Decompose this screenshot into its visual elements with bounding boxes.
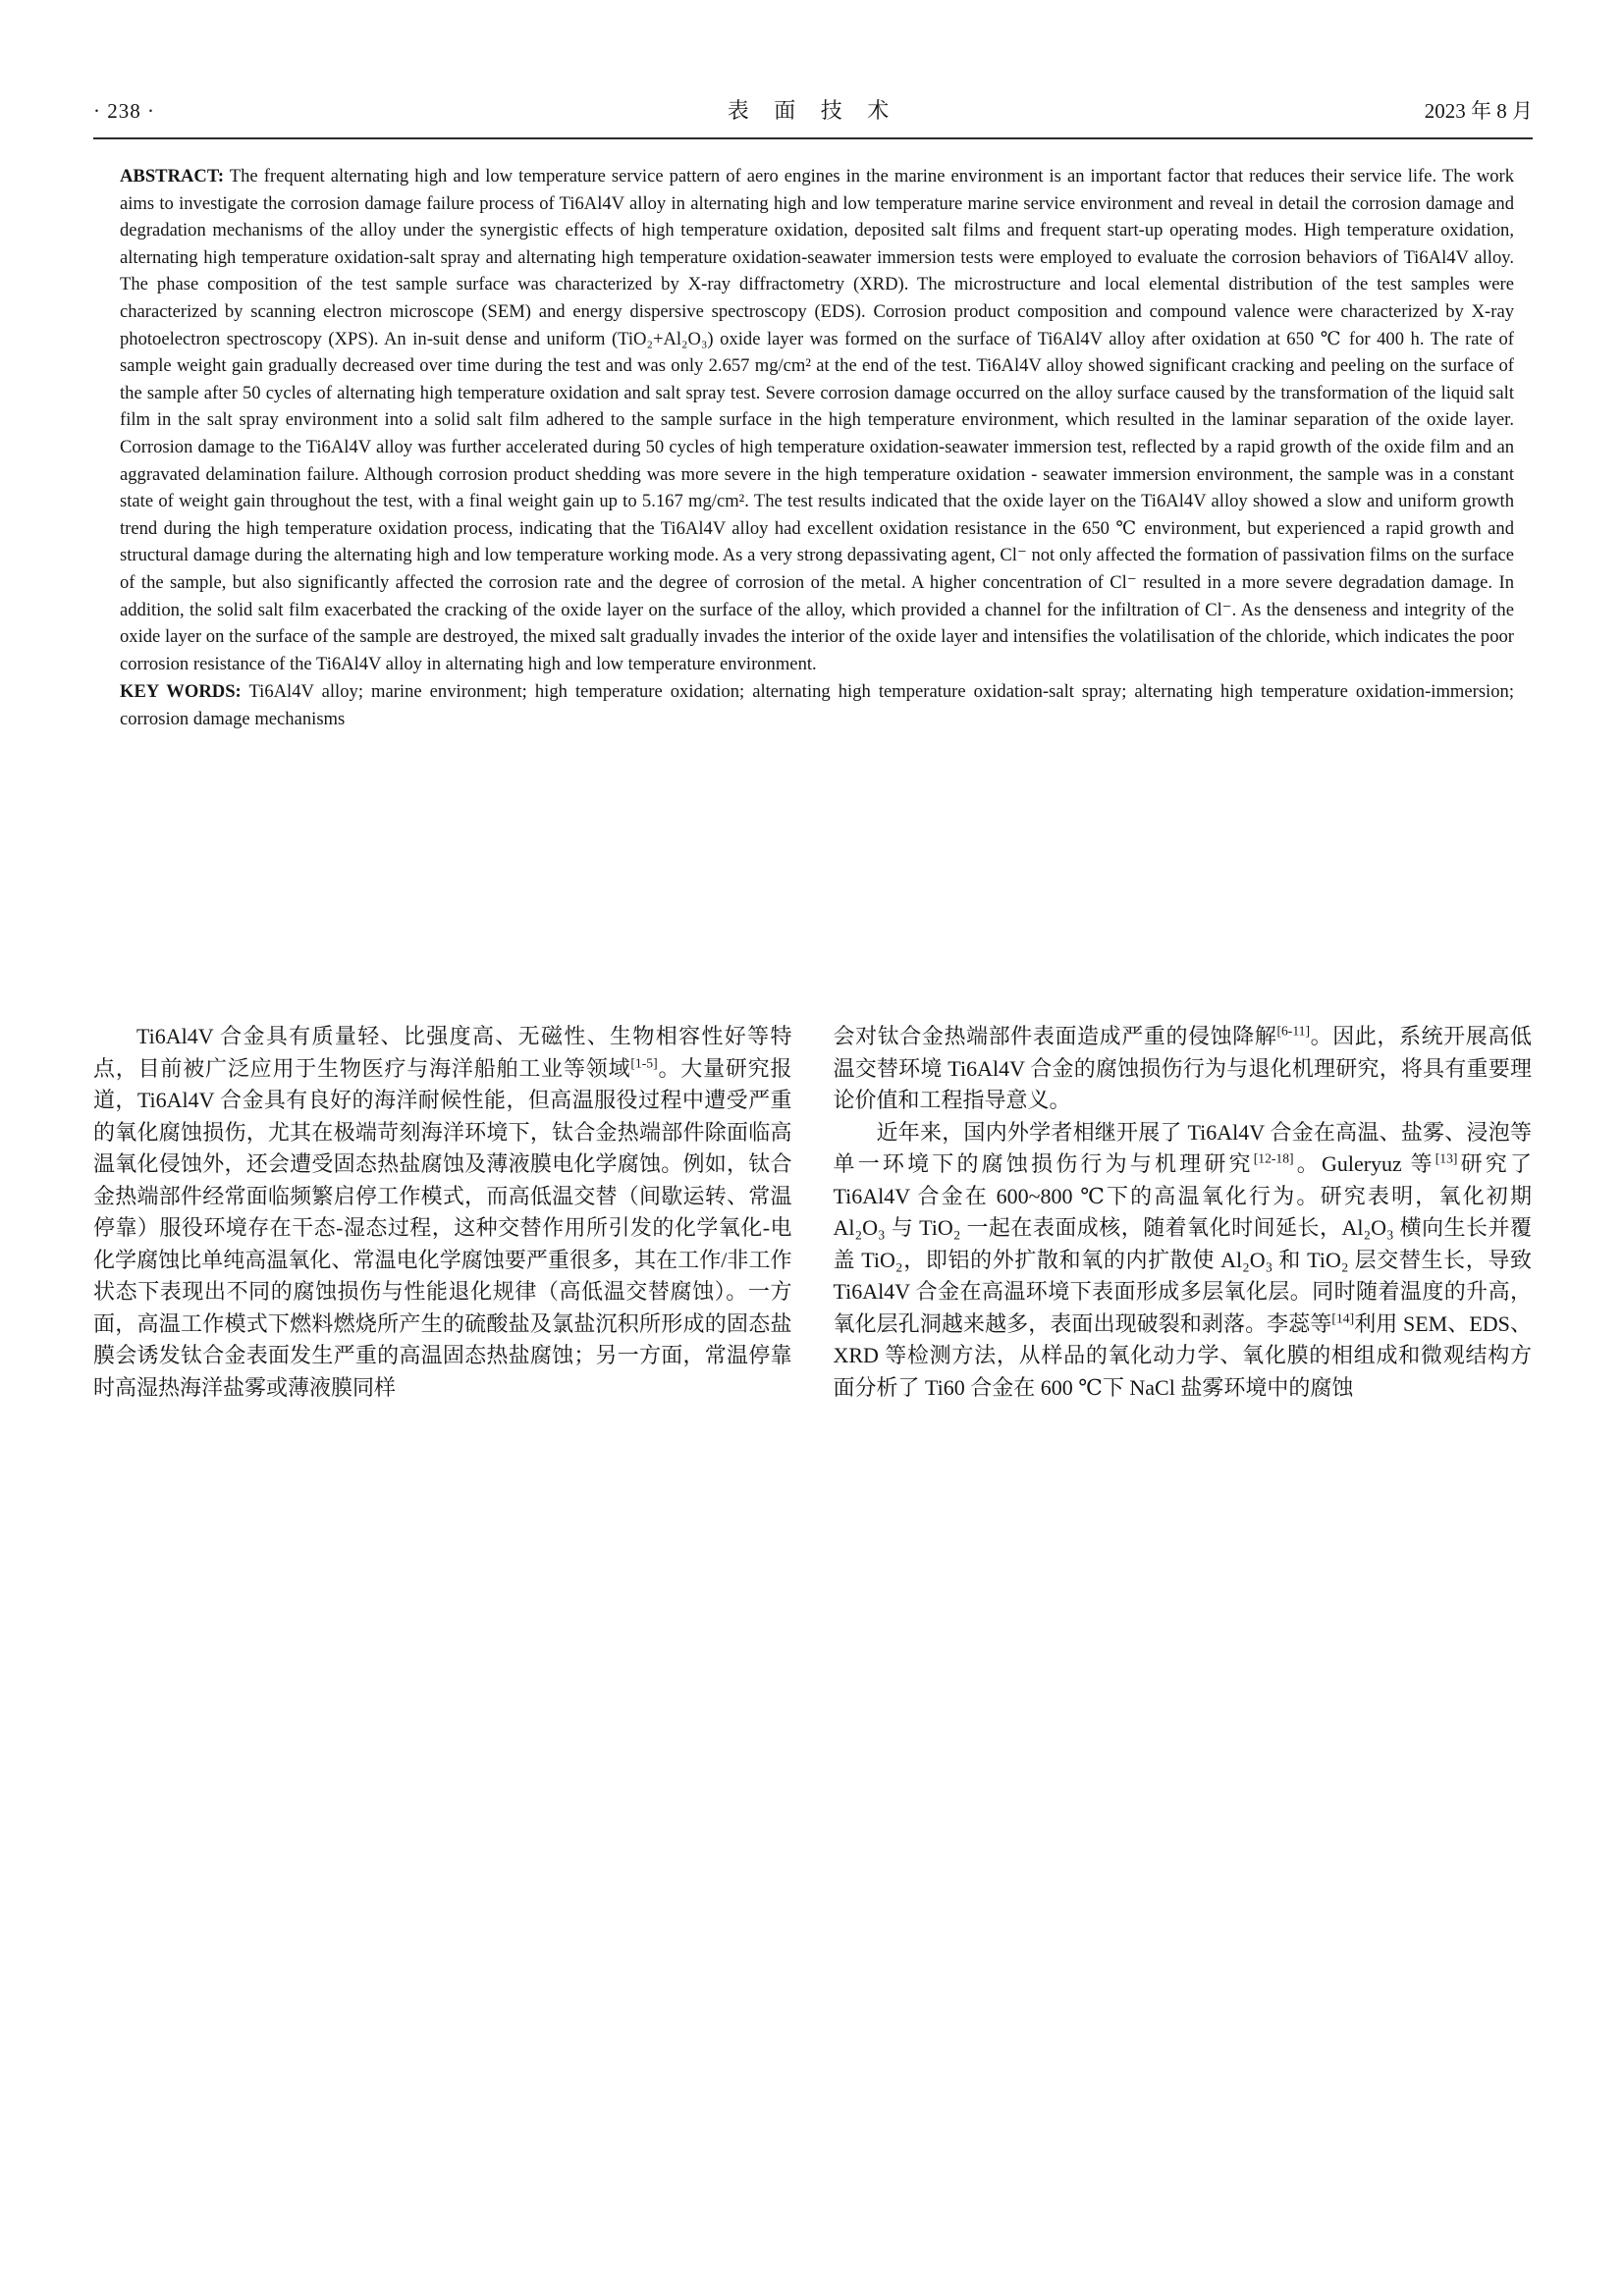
abstract-text: The frequent alternating high and low temperature service pattern of aero engines in the marine environment is an important factor that reduces their service life. The work aims to investigate the corrosion damage failure process of Ti6Al4V alloy in alternating high and low temperature marine service environment and reveal in detail the corrosion damage and degradation mechanisms of the alloy under the synergistic effects of high temperature oxidation, deposited salt films and frequent start-up operating modes. High temperature oxidation, alternating high temperature oxidation-salt spray and alternating high temperature oxidation-seawater immersion tests were employed to evaluate the corrosion behaviors of Ti6Al4V alloy. The phase composition of the test sample surface was characterized by X-ray diffractometry (XRD). The microstructure and local elemental distribution of the test samples were characterized by scanning electron microscope (SEM) and energy dispersive spectroscopy (EDS). Corrosion product composition and compound valence were characterized by X-ray photoelectron spectroscopy (XPS). An in-suit dense and uniform (TiO₂+Al₂O₃) oxide layer was formed on the surface of Ti6Al4V alloy after oxidation at 650 ℃ for 400 h. The rate of sample weight gain gradually decreased over time during the test and was only 2.657 mg/cm² at the end of the test. Ti6Al4V alloy showed significant cracking and peeling on the surface of the sample after 50 cycles of alternating high temperature oxidation and salt spray test. Severe corrosion damage occurred on the alloy surface caused by the transformation of the liquid salt film in the salt spray environment into a solid salt film adhered to the sample surface in the high temperature environment, which resulted in the laminar separation of the oxide layer. Corrosion damage to the Ti6Al4V alloy was further accelerated during 50 cycles of high temperature oxidation-seawater immersion test, reflected by a rapid growth of the oxide film and an aggravated delamination failure. Although corrosion product shedding was more severe in the high temperature oxidation - seawater immersion environment, the sample was in a constant state of weight gain throughout the test, with a final weight gain up to 5.167 mg/cm². The test results indicated that the oxide layer on the Ti6Al4V alloy showed a slow and uniform growth trend during the high temperature oxidation process, indicating that the Ti6Al4V alloy had excellent oxidation resistance in the 650 ℃ environment, but experienced a rapid growth and structural damage during the alternating high and low temperature working mode. As a very strong depassivating agent, Cl⁻ not only affected the formation of passivation films on the surface of the sample, but also significantly affected the corrosion rate and the degree of corrosion of the metal. A higher concentration of Cl⁻ resulted in a more severe degradation damage. In addition, the solid salt film exacerbated the cracking of the oxide layer on the surface of the alloy, which provided a channel for the infiltration of Cl⁻. As the denseness and integrity of the oxide layer on the surface of the sample are destroyed, the mixed salt gradually invades the interior of the oxide layer and intensifies the volatilisation of the chloride, which indicates the poor corrosion resistance of the Ti6Al4V alloy in alternating high and low temperature environment. [120, 166, 1515, 674]
left-column [93, 1021, 792, 1404]
body-paragraph-related-work: 近年来，国内外学者相继开展了 Ti6Al4V 合金在高温、盐雾、浸泡等单一环境下的腐蚀损伤行为与机理研究[12-18]。Guleryuz 等[13]研究了 Ti6Al4V 合金在 600~800 ℃下的高温氧化行为。研究表明，氧化初期 Al₂O₃ 与 TiO₂ 一起在表面成核，随着氧化时间延长，Al₂O₃ 横向生长并覆盖 TiO₂，即铝的外扩散和氧的内扩散使 Al₂O₃ 和 TiO₂ 层交替生长，导致 Ti6Al4V 合金在高温环境下表面形成多层氧化层。同时随着温度的升高，氧化层孔洞越来越多，表面出现破裂和剥落。李蕊等[14]利用 SEM、EDS、XRD 等检测方法，从样品的氧化动力学、氧化膜的相组成和微观结构方面分析了 Ti60 合金在 600 ℃下 NaCl 盐雾环境中的腐蚀 [833, 1119, 1532, 1400]
journal-title: 表 面 技 术 [727, 98, 899, 123]
body-paragraph-intro: Ti6Al4V 合金具有质量轻、比强度高、无磁性、生物相容性好等特点，目前被广泛应用于生物医疗与海洋船舶工业等领域[1-5]。大量研究报道，Ti6Al4V 合金具有良好的海洋耐候性能，但高温服役过程中遭受严重的氧化腐蚀损伤，尤其在极端苛刻海洋环境下，钛合金热端部件除面临高温氧化侵蚀外，还会遭受固态热盐腐蚀及薄液膜电化学腐蚀。例如，钛合金热端部件经常面临频繁启停工作模式，而高低温交替（间歇运转、常温停靠）服役环境存在干态-湿态过程，这种交替作用所引发的化学氧化-电化学腐蚀比单纯高温氧化、常温电化学腐蚀要严重很多，其在工作/非工作状态下表现出不同的腐蚀损伤与性能退化规律（高低温交替腐蚀）。一方面，高温工作模式下燃料燃烧所产生的硫酸盐及氯盐沉积所形成的固态盐膜会诱发钛合金表面发生严重的高温固态热盐腐蚀；另一方面，常温停靠时高湿热海洋盐雾或薄液膜同样 [93, 1024, 792, 1400]
abstract-paragraph [120, 163, 1514, 677]
abstract-label: ABSTRACT: [120, 166, 225, 187]
body-columns [93, 1021, 1532, 1404]
keywords-label: KEY WORDS: [120, 681, 242, 703]
issue-date: 2023 年 8 月 [1424, 99, 1533, 123]
keywords-text: Ti6Al4V alloy; marine environment; high temperature oxidation; alternating high temperature oxidation-salt spray; alternating high temperature oxidation-immersion; corrosion damage mechanisms [120, 681, 1514, 729]
body-paragraph-intro-continued: 会对钛合金热端部件表面造成严重的侵蚀降解[6-11]。因此，系统开展高低温交替环境 Ti6Al4V 合金的腐蚀损伤行为与退化机理研究，将具有重要理论价值和工程指导意义。 [833, 1023, 1532, 1112]
abstract-section [120, 163, 1514, 732]
right-column [834, 1021, 1533, 1404]
running-head [93, 94, 1533, 139]
keywords-paragraph [120, 678, 1514, 732]
page-number: · 238 · [93, 99, 155, 123]
